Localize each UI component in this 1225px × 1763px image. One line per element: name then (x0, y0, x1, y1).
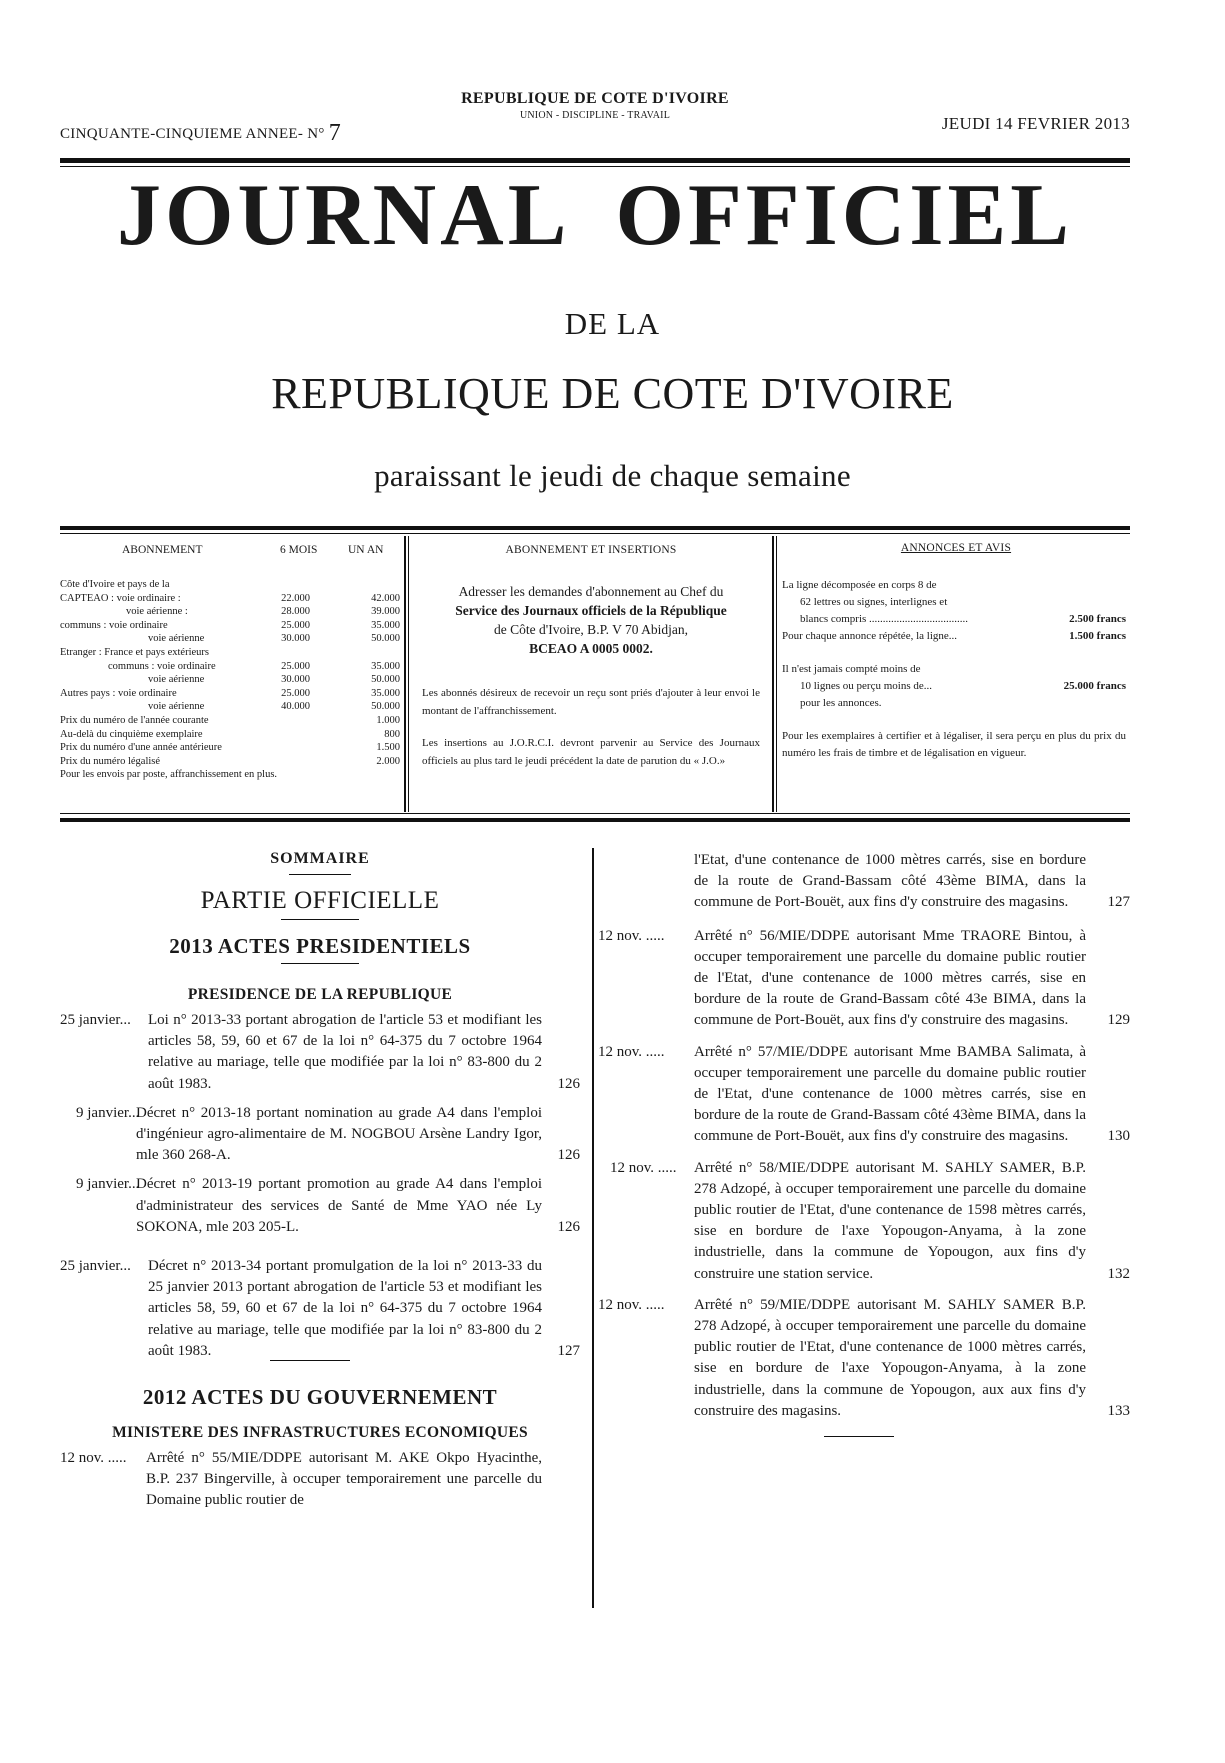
abonnement-row (60, 755, 400, 769)
abonnement-row-label: Prix du numéro d'une année antérieure (60, 742, 222, 754)
abonnement-row (60, 687, 400, 701)
entries-presidence (60, 1010, 580, 1362)
abonnement-unan-value: 50.000 (371, 701, 400, 713)
abonnement-unan-value: 50.000 (371, 674, 400, 686)
abonnement-column (60, 540, 400, 782)
annonces-legalisation-note: Pour les exemplaires à certifier et à légaliser, il sera perçu en plus du prix du numéro les frais de timbre et de légalisation en vigueur. (782, 730, 1126, 759)
abonnement-unan-value: 35.000 (371, 687, 400, 699)
abonnement-row (60, 605, 400, 619)
insertions-column (416, 540, 766, 770)
sommaire-entry (598, 1158, 1130, 1285)
abonnement-6mois-value: 30.000 (281, 674, 310, 686)
subsection-presidence: PRESIDENCE DE LA REPUBLIQUE (187, 986, 453, 1003)
abonnement-6mois-value: 25.000 (281, 660, 310, 672)
edition-text: CINQUANTE-CINQUIEME ANNEE- N° (60, 126, 325, 142)
abonnement-row (60, 578, 400, 592)
entry-continuation (598, 850, 1130, 914)
abonnement-unan-value: 50.000 (371, 633, 400, 645)
entry-page-number: 127 (1107, 894, 1130, 911)
abonnement-rows (60, 578, 400, 782)
abonnement-row (60, 741, 400, 755)
entry-date: 12 nov. ..... (598, 1043, 665, 1060)
abonnement-row-label: voie aérienne (148, 633, 205, 645)
sommaire-entry (598, 1295, 1130, 1422)
price-minimum: 25.000 francs (1063, 680, 1126, 692)
entry-date: 25 janvier... (60, 1012, 131, 1028)
abonnement-row-label: voie aérienne : (126, 606, 188, 618)
abonnement-row (60, 619, 400, 633)
abonnement-6mois-value: 25.000 (281, 619, 310, 631)
annonces-heading: ANNONCES ET AVIS (900, 542, 1012, 554)
subscription-box (60, 526, 1130, 826)
abonnement-unan-value: 39.000 (371, 606, 400, 618)
masthead-parution: paraissant le jeudi de chaque semaine (374, 458, 851, 493)
abonnement-row (60, 768, 400, 782)
entry-text: Arrêté n° 59/MIE/DDPE autorisant M. SAHLY SAMER B.P. 278 Adzopé, à occuper temporairement une parcelle du domaine public routier de l'Etat, d'une contenance de 1000 mètres carrés, sise en bordure de l'axe Yopougon-Anyama, à la zone industrielle, dans la commune de Yopougon, aux aux fins d'y construire des magasins. (694, 1296, 1086, 1419)
abonnement-row (60, 673, 400, 687)
abonnement-row (60, 728, 400, 742)
abonnement-unan-value: 2.000 (376, 755, 400, 767)
abonnement-row (60, 592, 400, 606)
entry-page-number: 133 (1107, 1402, 1130, 1419)
abonnement-6mois-value: 22.000 (281, 592, 310, 604)
masthead-de-la: DE LA (564, 306, 661, 341)
abonnement-row-label: communs : voie ordinaire (108, 660, 216, 672)
abonnement-6mois-value: 40.000 (281, 701, 310, 713)
edition-label (60, 120, 341, 147)
republic-name: REPUBLIQUE DE COTE D'IVOIRE (461, 90, 729, 107)
sommaire-right-column (598, 850, 1130, 1437)
entry-date: 12 nov. ..... (610, 1159, 677, 1176)
col-6-mois: 6 MOIS (280, 544, 318, 556)
abonnement-unan-value: 42.000 (371, 592, 400, 604)
abonnement-6mois-value: 28.000 (281, 606, 310, 618)
abonnement-row-label: Prix du numéro de l'année courante (60, 714, 209, 726)
abonnement-heading: ABONNEMENT (122, 544, 203, 556)
insertions-deadline-note: Les insertions au J.O.R.C.I. devront parvenir au Service des Journaux officiels au plus tard le jeudi précédent la date de parution du « J.O.» (422, 737, 760, 767)
entry-date: 25 janvier... (60, 1258, 131, 1275)
price-line: 2.500 francs (1069, 613, 1126, 625)
sommaire-entry (598, 1042, 1130, 1148)
sommaire-entry (60, 1256, 580, 1362)
col-un-an: UN AN (348, 544, 384, 556)
abonnement-unan-value: 800 (384, 728, 400, 740)
abonnement-row-label: communs : voie ordinaire (60, 619, 168, 631)
column-divider (592, 848, 594, 1608)
entry-text: Arrêté n° 57/MIE/DDPE autorisant Mme BAMBA Salimata, à occuper temporairement une parcelle du domaine public routier de l'Etat, d'une contenance de 1000 mètres carrés, sise en bordure de la route de Grand-Bassam côté 43ème BIMA, dans la commune de Port-Bouët, aux fins d'y construire des magasins. (694, 1043, 1086, 1145)
entry-date: 12 nov. ..... (60, 1450, 127, 1467)
sommaire-entry (598, 926, 1130, 1032)
sommaire-left-column (60, 850, 580, 1512)
sommaire-entry (60, 1010, 580, 1095)
header-rule (60, 158, 1130, 163)
entries-ministere (598, 926, 1130, 1422)
national-motto: UNION - DISCIPLINE - TRAVAIL (519, 110, 671, 121)
abonnement-row-label: CAPTEAO : voie ordinaire : (60, 592, 181, 604)
edition-number: 7 (328, 120, 342, 146)
masthead-title: JOURNAL OFFICIEL (117, 167, 1073, 264)
section-actes-presidentiels: 2013 ACTES PRESIDENTIELS (169, 934, 471, 958)
abonnement-row-label: voie aérienne (148, 701, 205, 713)
entry-text: Loi n° 2013-33 portant abrogation de l'article 53 et modifiant les articles 58, 59, 60 et 67 de la loi n° 64-375 du 7 octobre 1964 relative au mariage, telle que modifiée par la loi n° 83-800 du 2 août 1983. (148, 1012, 542, 1092)
entry-date: 9 janvier... (76, 1104, 140, 1121)
entry-text: Décret n° 2013-34 portant promulgation de la loi n° 2013-33 du 25 janvier 2013 portant abrogation de l'article 53 et modifiant les articles 58, 59, 60 et 67 de la loi n° 64-375 du 7 octobre 1964 relative au mariage, telle que modifiée par la loi n° 83-800 du 2 août 1983. (148, 1258, 542, 1359)
sommaire-entry (60, 1174, 580, 1238)
abonnement-row (60, 700, 400, 714)
partie-officielle: PARTIE OFFICIELLE (200, 887, 440, 914)
entry-date: 12 nov. ..... (598, 927, 665, 944)
abonnement-unan-value: 1.500 (376, 742, 400, 754)
abonnement-unan-value: 35.000 (371, 619, 400, 631)
abonnement-unan-value: 35.000 (371, 660, 400, 672)
section-actes-gouvernement: 2012 ACTES DU GOUVERNEMENT (142, 1385, 498, 1410)
entry-page-number: 130 (1107, 1128, 1130, 1145)
sommaire-entry (60, 1448, 580, 1512)
abonnement-row (60, 646, 400, 660)
issue-date: JEUDI 14 FEVRIER 2013 (941, 114, 1130, 133)
header-top (60, 90, 1130, 146)
entry-text: Décret n° 2013-19 portant promotion au grade A4 dans l'emploi d'administrateur des services de Santé de Mme YAO née Ly SOKONA, mle 203 205-L. (136, 1176, 542, 1235)
insertions-address: Adresser les demandes d'abonnement au Chef du Service des Journaux officiels de la République de Côte d'Ivoire, B.P. V 70 Abidjan, BCEAO A 0005 0002. (455, 584, 727, 656)
entry-date: 12 nov. ..... (598, 1296, 665, 1313)
entry-page-number: 129 (1107, 1012, 1130, 1029)
entry-text: l'Etat, d'une contenance de 1000 mètres carrés, sise en bordure de la route de Grand-Bassam côté 43ème BIMA, dans la commune de Port-Bouët, aux fins d'y construire des magasins. (694, 852, 1086, 911)
entry-text: Décret n° 2013-18 portant nomination au grade A4 dans l'emploi d'ingénieur agro-alimentaire de M. NOGBOU Arsène Landry Igor, mle 360 268-A. (136, 1104, 542, 1164)
abonnement-row-label: Côte d'Ivoire et pays de la (60, 579, 170, 590)
abonnement-row (60, 714, 400, 728)
abonnement-row-label: voie aérienne (148, 674, 205, 686)
abonnement-row (60, 632, 400, 646)
abonnement-6mois-value: 25.000 (281, 687, 310, 699)
annonces-column: ANNONCES ET AVIS La ligne décomposée en corps 8 de 62 lettres ou signes, interlignes et blancs compris .................................... 2.500 francs Pour chaque annonce répétée, la ligne... 1.500 francs Il n'est jamais compté moins de 10 lignes ou perçu moins de... 25.000 francs pour les annonces. Pour les exemplaires à certifier et à légaliser, il sera perçu en plus du prix du numéro les frais de timbre et de légalisation en vigueur. (782, 540, 1130, 762)
entry-text: Arrêté n° 56/MIE/DDPE autorisant Mme TRAORE Bintou, à occuper temporairement une parcelle du domaine public routier de l'Etat, d'une contenance de 1000 mètres carrés, sise en bordure de la route de Grand-Bassam côté 43e BIMA, dans la commune de Port-Bouët, aux fins d'y construire des magasins. (694, 927, 1086, 1029)
entry-date: 9 janvier... (76, 1176, 140, 1193)
entry-text: Arrêté n° 58/MIE/DDPE autorisant M. SAHLY SAMER, B.P. 278 Adzopé, à occuper temporairement une parcelle du domaine public routier de l'Etat, d'une contenance de 1598 mètres carrés, sise en bordure de l'axe Yopougon-Anyama, à la zone industrielle, dans la commune de Yopougon, aux fins d'y construire une station service. (694, 1159, 1086, 1282)
box-separator (772, 536, 774, 812)
abonnement-6mois-value: 30.000 (281, 633, 310, 645)
entry-page-number: 126 (557, 1147, 580, 1164)
entry-page-number: 126 (557, 1218, 580, 1235)
masthead-republique: REPUBLIQUE DE COTE D'IVOIRE (271, 369, 954, 418)
abonnement-row-label: Au-delà du cinquième exemplaire (60, 728, 203, 740)
entry-arrete-55 (60, 1448, 580, 1512)
entry-page-number: 127 (557, 1342, 580, 1359)
sommaire-entry (60, 1103, 580, 1167)
entry-page-number: 132 (1107, 1265, 1130, 1282)
insertions-receipt-note: Les abonnés désireux de recevoir un reçu sont priés d'ajouter à leur envoi le montant de l'affranchissement. (422, 687, 760, 717)
entry-text: Arrêté n° 55/MIE/DDPE autorisant M. AKE Okpo Hyacinthe, B.P. 237 Bingerville, à occuper temporairement une parcelle du Domaine public routier de (146, 1450, 542, 1509)
abonnement-row-label: Pour les envois par poste, affranchissement en plus. (60, 769, 278, 781)
price-repeat: 1.500 francs (1069, 630, 1126, 642)
entry-page-number: 126 (557, 1075, 580, 1092)
abonnement-unan-value: 1.000 (376, 714, 400, 726)
abonnement-row (60, 660, 400, 674)
box-separator (404, 536, 406, 812)
abonnement-row-label: Prix du numéro légalisé (60, 755, 161, 767)
abonnement-row-label: Etranger : France et pays extérieurs (60, 646, 209, 658)
sommaire-title: SOMMAIRE (270, 850, 370, 867)
subsection-ministere: MINISTERE DES INFRASTRUCTURES ECONOMIQUES (112, 1424, 528, 1442)
abonnement-row-label: Autres pays : voie ordinaire (60, 687, 177, 699)
insertions-heading: ABONNEMENT ET INSERTIONS (505, 544, 677, 556)
